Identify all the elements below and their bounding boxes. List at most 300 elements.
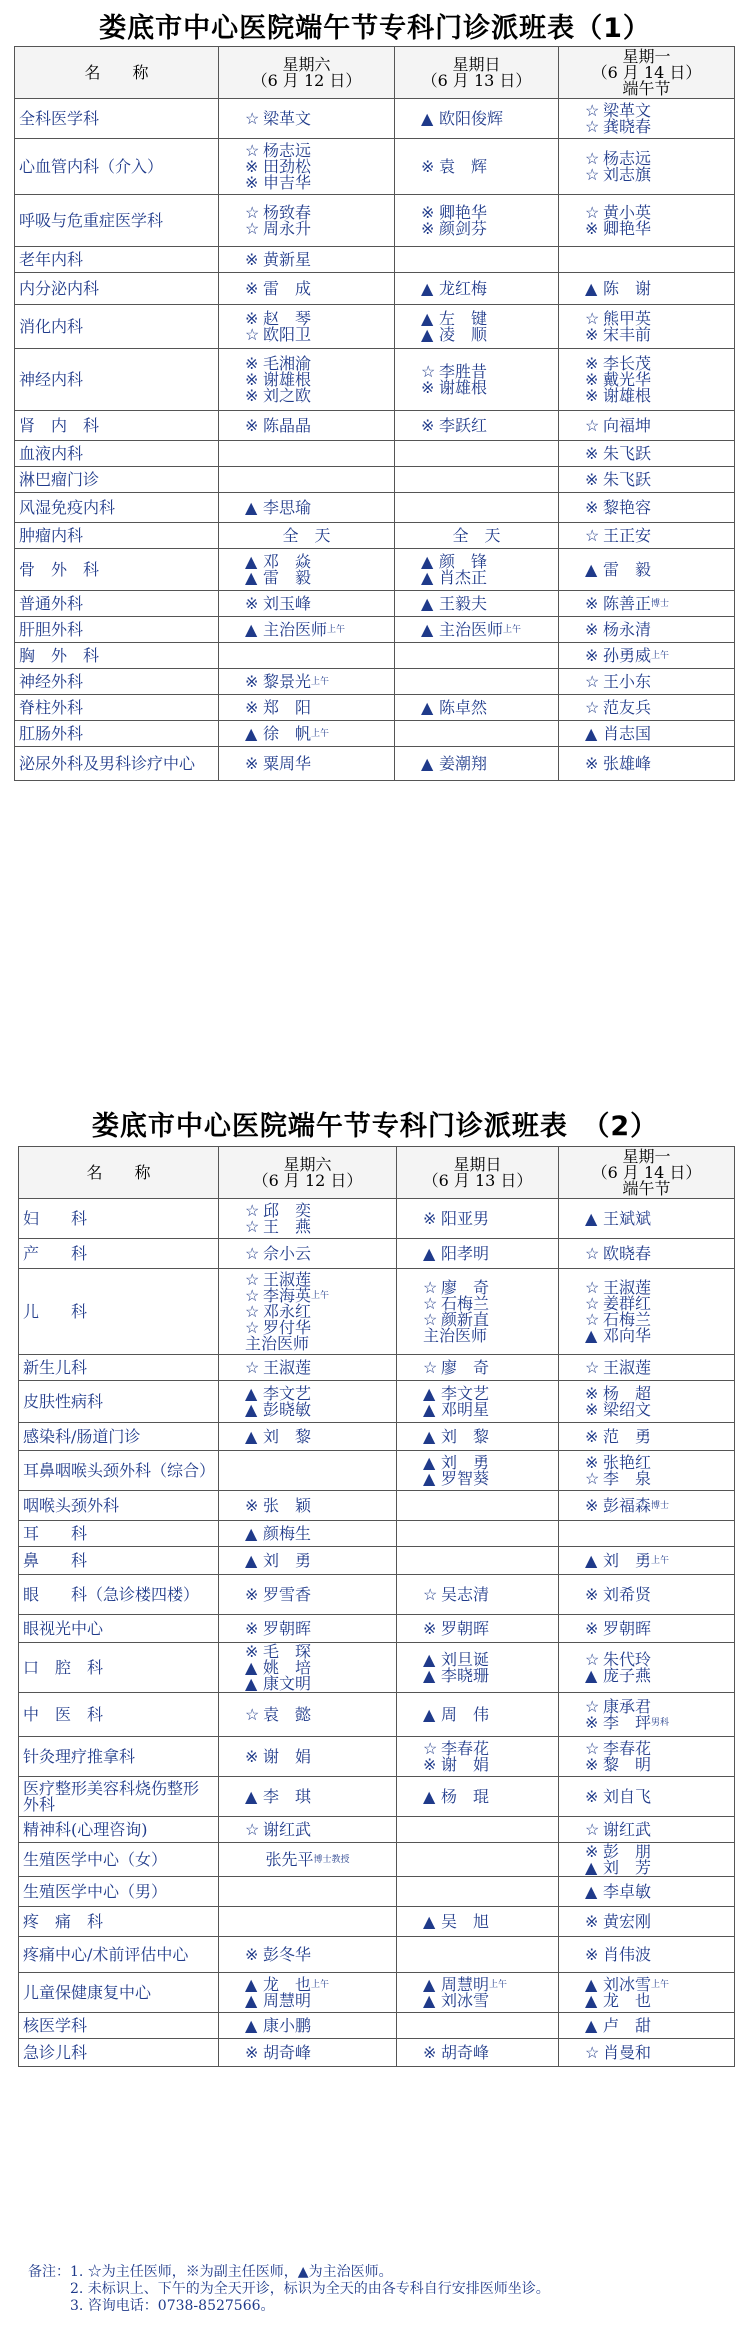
doctor-entry [585,1990,730,2010]
rank-symbol: ▲ [421,753,434,773]
rank-symbol: ▲ [245,1657,258,1677]
rank-symbol: ※ [245,278,259,298]
rank-symbol: ☆ [423,1293,438,1313]
doctor-entry [585,1325,730,1345]
department-name: 儿 科 [19,1269,219,1355]
schedule-cell [219,1907,397,1937]
rank-symbol: ☆ [585,1819,600,1839]
doctor-name: 庞子燕 [603,1665,652,1685]
doctor-name: 张先平 [265,1849,314,1869]
schedule-cell [219,1817,397,1843]
doctor-name: 佘小云 [263,1243,312,1263]
rank-symbol: ☆ [245,1285,260,1305]
doctor-entry [585,1584,730,1604]
doctor-name: 赵 琴 [263,308,312,328]
rank-symbol: ☆ [585,697,600,717]
schedule-cell [559,1843,735,1877]
doctor-name: 杨 超 [603,1383,652,1403]
doctor-name: 周慧明 [441,1974,490,1994]
rank-symbol: ▲ [421,551,434,571]
doctor-name: 陈善正 [603,593,652,613]
schedule-cell [397,1491,559,1521]
time-tag: 上午 [651,650,670,661]
rank-symbol: ▲ [245,1523,258,1543]
department-name: 咽喉头颈外科 [19,1491,219,1521]
doctor-name: 谢 娟 [441,1754,490,1774]
doctor-name: 石梅兰 [441,1293,490,1313]
table2-title: 娄底市中心医院端午节专科门诊派班表 （2） [91,1111,659,1142]
doctor-entry [585,723,730,743]
rank-symbol: ▲ [423,1426,436,1446]
doctor-entry [245,671,390,691]
schedule-cell [219,2013,397,2039]
doctor-entry [423,2042,554,2062]
time-tag: 博士 [651,1500,670,1511]
rank-symbol: ▲ [245,1786,258,1806]
header-d2-line: （6 月 13 日） [422,1170,533,1190]
schedule-cell [397,1937,559,1973]
schedule-cell [559,1199,735,1239]
schedule-cell [559,1737,735,1777]
rank-symbol: ☆ [585,148,600,168]
doctor-entry [421,753,554,773]
doctor-name: 廖 奇 [441,1277,490,1297]
doctor-name: 杨 琨 [441,1786,490,1806]
doctor-name: 彭福森 [603,1495,652,1515]
schedule-cell [559,721,735,747]
table-row [15,247,735,273]
table-row [15,617,735,643]
doctor-name: 田劲松 [263,156,312,176]
doctor-entry [245,1495,392,1515]
doctor-entry [245,1819,392,1839]
doctor-entry [421,415,554,435]
header-d2-line: （6 月 13 日） [421,70,532,90]
table-row [19,1693,735,1737]
schedule-cell [219,2039,397,2067]
department-name: 泌尿外科及男科诊疗中心 [15,747,219,781]
table-row [15,721,735,747]
rank-symbol: ※ [585,353,599,373]
doctor-name: 颜梅生 [263,1523,312,1543]
doctor-name: 邓明星 [441,1399,490,1419]
schedule-cell [397,1199,559,1239]
header-d3-line: （6 月 14 日） [591,62,702,82]
doctor-name: 黄小英 [603,202,652,222]
schedule-cell [397,2013,559,2039]
footnote-line-3: 3. 咨询电话：0738-8527566。 [28,2298,275,2314]
rank-symbol: ☆ [585,202,600,222]
rank-symbol: ※ [585,497,599,517]
doctor-entry [245,497,390,517]
doctor-entry [585,697,730,717]
schedule-cell [559,273,735,305]
doctor-entry [245,1399,392,1419]
doctor-entry [585,1881,730,1901]
rank-symbol: ※ [245,2042,259,2062]
schedule-cell [395,349,559,411]
schedule-cell [395,695,559,721]
rank-symbol: ☆ [245,1704,260,1724]
doctor-name: 刘玉峰 [263,593,312,613]
doctor-name: 肖伟波 [603,1944,652,1964]
doctor-name: 向福坤 [603,415,652,435]
rank-symbol: ▲ [585,1325,598,1345]
rank-symbol: ▲ [421,593,434,613]
rank-symbol: ※ [245,156,259,176]
schedule-cell [559,523,735,549]
time-tag: 男科 [651,1717,670,1728]
doctor-entry [585,1618,730,1638]
department-name: 神经外科 [15,669,219,695]
doctor-entry [245,2015,392,2035]
rank-symbol: ☆ [245,324,260,344]
department-name: 耳鼻咽喉头颈外科（综合） [19,1451,219,1491]
doctor-name: 全 天 [282,525,331,545]
rank-symbol: ▲ [245,1399,258,1419]
table-row [19,1521,735,1547]
rank-symbol: ▲ [585,1974,598,1994]
doctor-entry [245,324,390,344]
rank-symbol: ☆ [585,308,600,328]
doctor-name: 郑 阳 [263,697,312,717]
doctor-name: 陈卓然 [439,697,488,717]
table-row [19,1907,735,1937]
doctor-entry [585,324,730,344]
rank-symbol: ※ [585,469,599,489]
rank-symbol: ☆ [585,1649,600,1669]
rank-symbol: ☆ [423,1584,438,1604]
table-row [19,1843,735,1877]
doctor-entry [421,593,554,613]
doctor-name: 雷 成 [263,278,312,298]
doctor-entry [245,1704,392,1724]
doctor-name: 朱飞跃 [603,443,652,463]
rank-symbol: ※ [245,385,259,405]
table-row [19,2039,735,2067]
schedule-cell [219,1547,397,1575]
doctor-name: 罗朝晖 [603,1618,652,1638]
schedule-cell [219,1451,397,1491]
header-name: 名 称 [19,1147,219,1199]
schedule-cell [219,643,395,669]
doctor-entry [423,1704,554,1724]
department-name: 肿瘤内科 [15,523,219,549]
table-row [19,1737,735,1777]
doctor-name: 刘之欧 [263,385,312,405]
doctor-entry [223,525,390,545]
doctor-entry [585,559,730,579]
doctor-entry [585,1399,730,1419]
doctor-entry [421,377,554,397]
schedule-cell [219,493,395,523]
doctor-name: 吴 旭 [441,1911,490,1931]
department-name: 核医学科 [19,2013,219,2039]
schedule-cell [219,669,395,695]
doctor-name: 周永升 [263,218,312,238]
rank-symbol: ※ [423,2042,437,2062]
doctor-entry [245,753,390,773]
rank-symbol: ☆ [245,140,260,160]
rank-symbol: ☆ [585,116,600,136]
rank-symbol: ☆ [585,1468,600,1488]
doctor-name: 李春花 [603,1738,652,1758]
doctor-name: 姜潮翔 [439,753,488,773]
rank-symbol: ※ [245,1495,259,1515]
schedule-cell [559,1491,735,1521]
table-row [19,1199,735,1239]
department-name: 肝胆外科 [15,617,219,643]
department-name: 血液内科 [15,441,219,467]
doctor-entry [423,1357,554,1377]
doctor-entry [585,1357,730,1377]
doctor-name: 雷 毅 [263,567,312,587]
schedule-cell [397,1521,559,1547]
doctor-entry [245,1357,392,1377]
department-name: 普通外科 [15,591,219,617]
rank-symbol: ☆ [245,108,260,128]
table-row [15,349,735,411]
time-tag: 上午 [651,1555,670,1566]
department-name: 胸 外 科 [15,643,219,669]
schedule-cell [559,195,735,247]
doctor-entry [423,1665,554,1685]
doctor-name: 王小东 [603,671,652,691]
rank-symbol: ▲ [421,567,434,587]
doctor-name: 谢 娟 [263,1746,312,1766]
doctor-entry [585,443,730,463]
department-name: 生殖医学中心（男） [19,1877,219,1907]
schedule-cell [397,1615,559,1643]
schedule-cell [219,1423,397,1451]
table-row [19,1355,735,1381]
table-row [15,549,735,591]
schedule-cell [397,1973,559,2013]
header-d2-line: 星期日 [453,1154,502,1174]
doctor-entry [245,2042,392,2062]
doctor-name: 李胜昔 [439,361,488,381]
doctor-entry [245,1426,392,1446]
schedule-cell [559,2013,735,2039]
rank-symbol: ☆ [585,525,600,545]
doctor-name: 主治医师 [423,1325,488,1345]
schedule-cell [397,1643,559,1693]
doctor-entry [423,1325,554,1345]
rank-symbol: ▲ [245,567,258,587]
doctor-name: 刘旦诞 [441,1649,490,1669]
table-row [15,195,735,247]
doctor-name: 邱 奕 [263,1200,312,1220]
schedule-cell [219,411,395,441]
header-d1-line: 星期六 [282,54,331,74]
doctor-name: 孙勇威 [603,645,652,665]
rank-symbol: ☆ [585,100,600,120]
table-row [19,1615,735,1643]
doctor-name: 黄宏刚 [603,1911,652,1931]
doctor-entry [585,1754,730,1774]
rank-symbol: ☆ [245,1819,260,1839]
doctor-name: 王 燕 [263,1216,312,1236]
doctor-name: 雷 毅 [603,559,652,579]
department-name: 中 医 科 [19,1693,219,1737]
department-name: 妇 科 [19,1199,219,1239]
rank-symbol: ☆ [245,1269,260,1289]
rank-symbol: ※ [585,1754,599,1774]
doctor-name: 邓向华 [603,1325,652,1345]
rank-symbol: ▲ [421,108,434,128]
doctor-name: 康承君 [603,1696,652,1716]
rank-symbol: ▲ [245,1974,258,1994]
time-tag: 上午 [651,1979,670,1990]
department-name: 产 科 [19,1239,219,1269]
schedule-cell [559,1239,735,1269]
doctor-entry [245,1584,392,1604]
doctor-entry [245,1786,392,1806]
rank-symbol: ▲ [245,1550,258,1570]
table-row [19,1643,735,1693]
doctor-name: 王正安 [603,525,652,545]
doctor-entry [423,1786,554,1806]
doctor-name: 朱飞跃 [603,469,652,489]
rank-symbol: ※ [421,218,435,238]
rank-symbol: ※ [585,1712,599,1732]
schedule-cell [395,441,559,467]
doctor-name: 谢红武 [603,1819,652,1839]
department-name: 疼痛中心/术前评估中心 [19,1937,219,1973]
department-name: 心血管内科（介入） [15,139,219,195]
doctor-name: 邓永红 [263,1301,312,1321]
rank-symbol: ☆ [245,1357,260,1377]
department-name: 淋巴瘤门诊 [15,467,219,493]
schedule-cell [395,643,559,669]
doctor-entry [585,497,730,517]
time-tag: 博士 [651,598,670,609]
rank-symbol: ※ [245,1618,259,1638]
schedule-cell [397,1693,559,1737]
doctor-name: 肖杰正 [439,567,488,587]
schedule-cell [219,1199,397,1239]
doctor-entry [245,218,390,238]
header-d3-line: 星期一 [622,46,671,66]
time-tag: 上午 [311,1979,330,1990]
rank-symbol: ▲ [423,1399,436,1419]
table-row [19,2013,735,2039]
header-d3-line: 端午节 [622,78,671,98]
rank-symbol: ☆ [245,1317,260,1337]
header-d1-line: （6 月 12 日） [252,1170,363,1190]
footnote-line-2: 2. 未标识上、下午的为全天开诊，标识为全天的由各专科自行安排医师坐诊。 [28,2281,550,2297]
doctor-name: 颜剑芬 [439,218,488,238]
department-name: 眼 科（急诊楼四楼） [19,1575,219,1615]
doctor-name: 陈晶晶 [263,415,312,435]
schedule-cell [219,247,395,273]
header-d2 [395,47,559,99]
department-name: 耳 科 [19,1521,219,1547]
doctor-name: 主治医师 [245,1333,310,1353]
rank-symbol: ※ [585,753,599,773]
rank-symbol: ※ [585,1786,599,1806]
doctor-name: 杨志远 [263,140,312,160]
schedule-cell [559,1423,735,1451]
table-row [19,1491,735,1521]
rank-symbol: ☆ [421,361,436,381]
header-d1-line: 星期六 [283,1154,332,1174]
schedule-cell [559,1355,735,1381]
doctor-name: 王淑莲 [263,1269,312,1289]
schedule-cell [395,247,559,273]
doctor-entry [585,1495,730,1515]
header-d3-line: 星期一 [622,1146,671,1166]
department-name: 鼻 科 [19,1547,219,1575]
doctor-name: 刘 勇 [441,1452,490,1472]
schedule-cell [395,523,559,549]
doctor-name: 姜群红 [603,1293,652,1313]
doctor-name: 欧阳俊辉 [439,108,504,128]
doctor-name: 龙红梅 [439,278,488,298]
schedule-cell [397,2039,559,2067]
doctor-name: 康小鹏 [263,2015,312,2035]
department-name: 全科医学科 [15,99,219,139]
schedule-cell [395,493,559,523]
header-d3 [559,1147,735,1199]
schedule-cell [559,411,735,441]
doctor-entry [245,249,390,269]
doctor-name: 龙 也 [263,1974,312,1994]
schedule-cell [219,1643,397,1693]
rank-symbol: ▲ [245,1383,258,1403]
doctor-entry [585,469,730,489]
department-name: 新生儿科 [19,1355,219,1381]
doctor-name: 袁 懿 [263,1704,312,1724]
rank-symbol: ※ [585,1426,599,1446]
rank-symbol: ☆ [245,1301,260,1321]
doctor-name: 李卓敏 [603,1881,652,1901]
table-row [15,273,735,305]
table-row [19,1937,735,1973]
rank-symbol: ※ [585,369,599,389]
schedule-cell [397,1907,559,1937]
schedule-cell [559,1907,735,1937]
rank-symbol: ※ [423,1754,437,1774]
doctor-entry [585,1819,730,1839]
schedule-cell [219,1575,397,1615]
rank-symbol: ※ [245,369,259,389]
rank-symbol: ▲ [585,559,598,579]
schedule-cell [397,1451,559,1491]
doctor-name: 卢 甜 [603,2015,652,2035]
schedule-cell [395,99,559,139]
doctor-name: 邓 焱 [263,551,312,571]
doctor-name: 刘 芳 [603,1857,652,1877]
table-row [15,669,735,695]
department-name: 口 腔 科 [19,1643,219,1693]
schedule-cell [559,669,735,695]
doctor-name: 刘冰雪 [441,1990,490,2010]
doctor-name: 全 天 [452,525,501,545]
schedule-cell [219,549,395,591]
rank-symbol: ▲ [245,2015,258,2035]
doctor-name: 李 泉 [603,1468,652,1488]
rank-symbol: ☆ [245,1216,260,1236]
doctor-name: 范友兵 [603,697,652,717]
doctor-entry [245,1944,392,1964]
schedule-cell [559,99,735,139]
schedule-cell [219,195,395,247]
rank-symbol: ▲ [585,1881,598,1901]
department-name: 疼 痛 科 [19,1907,219,1937]
doctor-entry [223,1849,392,1869]
doctor-name: 粟周华 [263,753,312,773]
